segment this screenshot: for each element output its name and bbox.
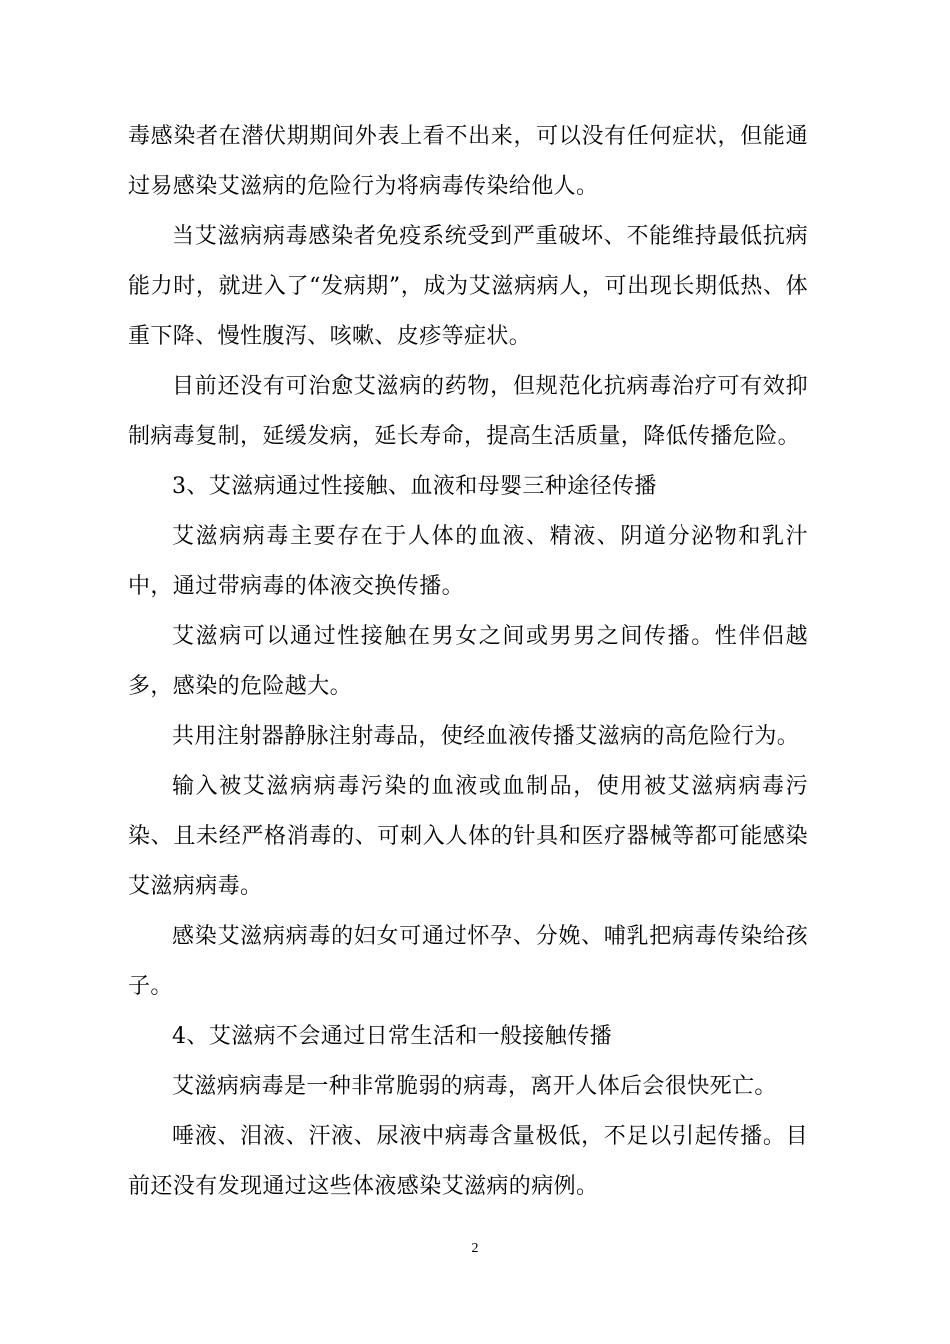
paragraph-mother-to-child: 感染艾滋病病毒的妇女可通过怀孕、分娩、哺乳把病毒传染给孩子。 (128, 924, 808, 999)
section-heading-no-casual-transmission: 4、艾滋病不会通过日常生活和一般接触传播 (172, 1024, 612, 1049)
paragraph-onset-stage: 当艾滋病病毒感染者免疫系统受到严重破坏、不能维持最低抗病能力时，就进入了“发病期”，成为艾滋病病人，可出现长期低热、体重下降、慢性腹泻、咳嗽、皮疹等症状。 (128, 224, 808, 349)
paragraph-body-fluids: 艾滋病病毒主要存在于人体的血液、精液、阴道分泌物和乳汁中，通过带病毒的体液交换传播。 (128, 524, 808, 599)
page-number: 2 (471, 1241, 479, 1256)
paragraph-treatment: 目前还没有可治愈艾滋病的药物，但规范化抗病毒治疗可有效抑制病毒复制，延缓发病，延长寿命，提高生活质量，降低传播危险。 (128, 374, 808, 449)
paragraph-low-virus-fluids: 唾液、泪液、汗液、尿液中病毒含量极低，不足以引起传播。目前还没有发现通过这些体液感染艾滋病的病例。 (128, 1124, 808, 1199)
paragraph-blood-products: 输入被艾滋病病毒污染的血液或血制品，使用被艾滋病病毒污染、且未经严格消毒的、可刺入人体的针具和医疗器械等都可能感染艾滋病病毒。 (128, 774, 808, 899)
paragraph-fragile-virus: 艾滋病病毒是一种非常脆弱的病毒，离开人体后会很快死亡。 (172, 1074, 777, 1099)
paragraph-sexual-transmission: 艾滋病可以通过性接触在男女之间或男男之间传播。性伴侣越多，感染的危险越大。 (128, 624, 808, 699)
paragraph-latency-period: 毒感染者在潜伏期期间外表上看不出来，可以没有任何症状，但能通过易感染艾滋病的危险行为将病毒传染给他人。 (128, 124, 808, 199)
paragraph-shared-needles: 共用注射器静脉注射毒品，使经血液传播艾滋病的高危险行为。 (172, 724, 800, 749)
document-body (128, 112, 808, 1212)
section-heading-transmission-routes: 3、艾滋病通过性接触、血液和母婴三种途径传播 (172, 474, 657, 499)
